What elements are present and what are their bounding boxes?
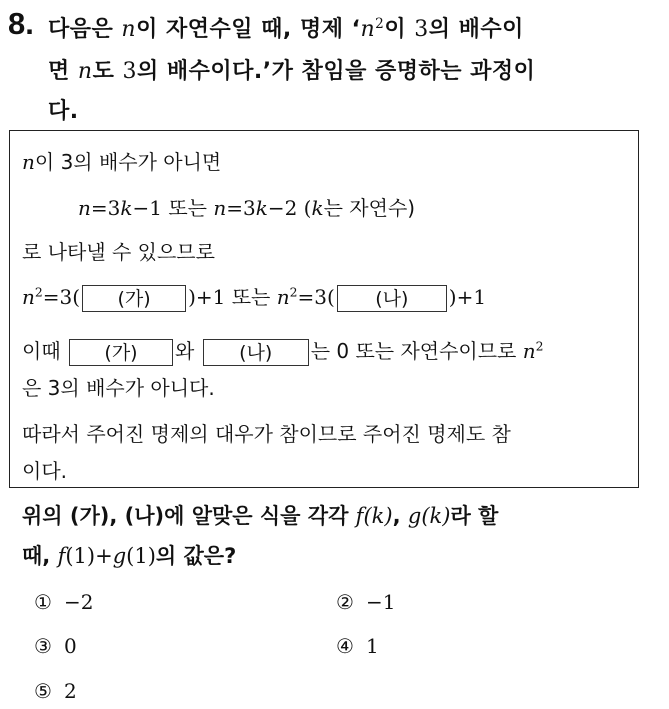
proof-line-7: 따라서 주어진 명제의 대우가 참이므로 주어진 명제도 참 <box>22 422 511 446</box>
blank-ga: (가) <box>69 339 173 366</box>
prompt-line-2: 때, f(1)+g(1)의 값은? <box>22 544 237 568</box>
choice-1[interactable]: ① −2 <box>34 590 94 614</box>
proof-line-8: 이다. <box>22 459 67 483</box>
choice-5[interactable]: ⑤ 2 <box>34 679 77 703</box>
proof-line-2: n=3k−1 또는 n=3k−2 (k는 자연수) <box>78 196 416 220</box>
prompt-line-1: 위의 (가), (나)에 알맞은 식을 각각 f(k), g(k)라 할 <box>22 504 499 528</box>
question-line-2: 면 n도 3의 배수이다.’가 참임을 증명하는 과정이 <box>48 59 536 84</box>
question-line-1: 다음은 n이 자연수일 때, 명제 ‘$n^2$이 3의 배수이 <box>48 15 524 42</box>
choice-2[interactable]: ② −1 <box>336 590 396 614</box>
choice-3[interactable]: ③ 0 <box>34 634 77 658</box>
proof-line-5: 이때 (가) 와 (나) 는 0 또는 자연수이므로 $n^2$ <box>22 338 544 364</box>
proof-line-4: $n^2=3$( (가) )+1 또는 $n^2=3$( (나) )+1 <box>22 284 487 310</box>
proof-line-3: 로 나타낼 수 있으므로 <box>22 240 215 264</box>
blank-ga: (가) <box>82 285 186 312</box>
proof-line-6: 은 3의 배수가 아니다. <box>22 376 215 400</box>
choice-4[interactable]: ④ 1 <box>336 634 379 658</box>
blank-na: (나) <box>337 285 447 312</box>
proof-line-1: n이 3의 배수가 아니면 <box>22 150 222 174</box>
question-number: 8. <box>8 6 34 41</box>
blank-na: (나) <box>203 339 309 366</box>
question-line-3: 다. <box>48 99 79 124</box>
